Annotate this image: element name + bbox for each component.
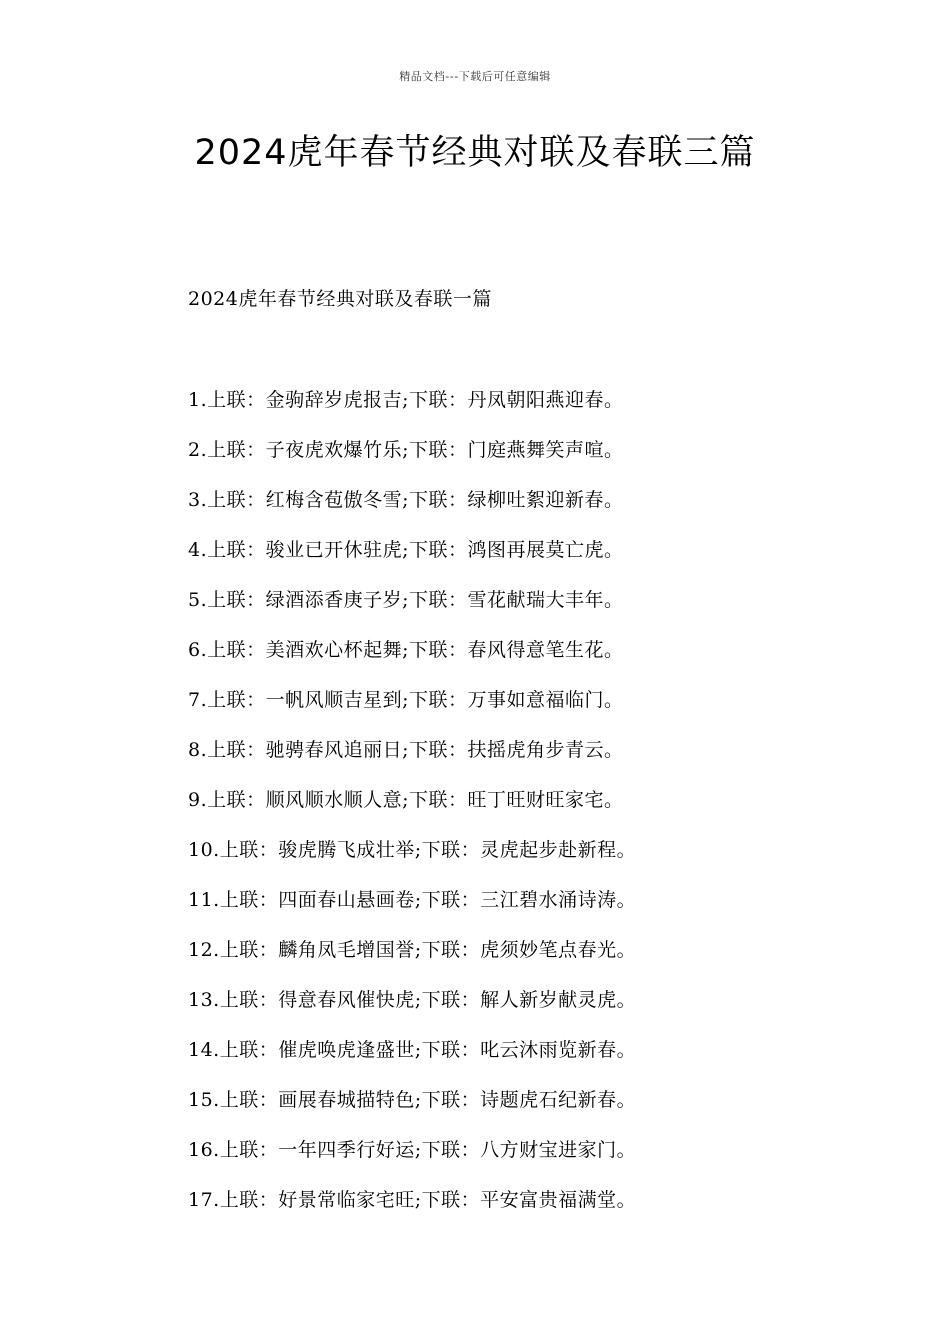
document-title: 2024虎年春节经典对联及春联三篇 <box>194 133 756 173</box>
couplet-item: 7.上联：一帆风顺吉星到;下联：万事如意福临门。 <box>188 689 624 711</box>
couplet-item: 16.上联：一年四季行好运;下联：八方财宝进家门。 <box>188 1139 637 1161</box>
section-heading: 2024虎年春节经典对联及春联一篇 <box>188 288 492 310</box>
couplet-item: 3.上联：红梅含苞傲冬雪;下联：绿柳吐絮迎新春。 <box>188 489 624 511</box>
couplet-item: 10.上联：骏虎腾飞成壮举;下联：灵虎起步赴新程。 <box>188 839 637 861</box>
couplet-item: 15.上联：画展春城描特色;下联：诗题虎石纪新春。 <box>188 1089 637 1111</box>
couplet-item: 2.上联：子夜虎欢爆竹乐;下联：门庭燕舞笑声喧。 <box>188 439 624 461</box>
header-watermark: 精品文档---下载后可任意编辑 <box>399 70 551 83</box>
couplet-item: 9.上联：顺风顺水顺人意;下联：旺丁旺财旺家宅。 <box>188 789 624 811</box>
couplet-item: 4.上联：骏业已开休驻虎;下联：鸿图再展莫亡虎。 <box>188 539 624 561</box>
couplet-item: 14.上联：催虎唤虎逢盛世;下联：叱云沐雨览新春。 <box>188 1039 637 1061</box>
couplet-item: 8.上联：驰骋春风追丽日;下联：扶摇虎角步青云。 <box>188 739 624 761</box>
couplet-item: 6.上联：美酒欢心杯起舞;下联：春风得意笔生花。 <box>188 639 624 661</box>
couplet-item: 1.上联：金驹辞岁虎报吉;下联：丹凤朝阳燕迎春。 <box>188 389 624 411</box>
couplet-list <box>188 386 636 1236</box>
couplet-item: 11.上联：四面春山悬画卷;下联：三江碧水涌诗涛。 <box>188 889 637 911</box>
couplet-item: 5.上联：绿酒添香庚子岁;下联：雪花献瑞大丰年。 <box>188 589 624 611</box>
couplet-item: 12.上联：麟角凤毛增国誉;下联：虎须妙笔点春光。 <box>188 939 637 961</box>
couplet-item: 17.上联：好景常临家宅旺;下联：平安富贵福满堂。 <box>188 1189 637 1211</box>
couplet-item: 13.上联：得意春风催快虎;下联：解人新岁献灵虎。 <box>188 989 637 1011</box>
